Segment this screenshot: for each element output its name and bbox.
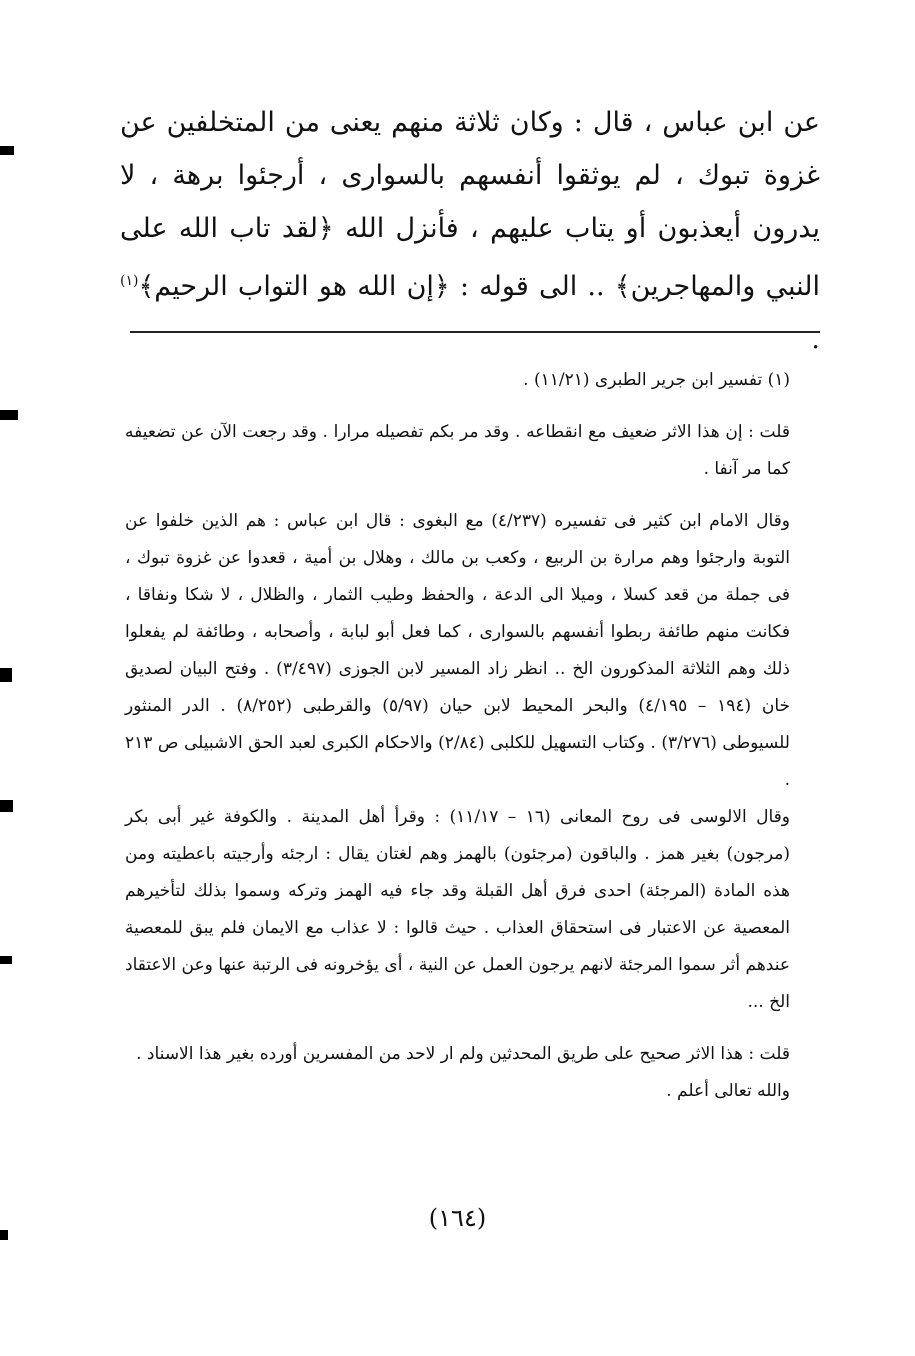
footnote-separator [130, 331, 820, 333]
main-paragraph-text: عن ابن عباس ، قال : وكان ثلاثة منهم يعنى من المتخلفين عن غزوة تبوك ، لم يوثقوا أنفسهم بالسوارى ، أرجئوا برهة ، لا يدرون أيعذبون أو يتاب عليهم ، فأنزل الله ﴿لقد تاب الله على النبي والمهاجرين﴾ .. الى قوله : ﴿إن الله هو التواب الرحيم﴾ [120, 107, 820, 302]
scan-edge-mark [0, 146, 14, 155]
footnote-conclusion: قلت : هذا الاثر صحيح على طريق المحدثين ولم ار لاحد من المفسرين أورده بغير هذا الاسناد . [136, 1044, 790, 1064]
footnote-marker: (١) [120, 273, 139, 289]
footnote-ibn-kathir: وقال الامام ابن كثير فى تفسيره (٤/٢٣٧) مع البغوى : قال ابن عباس : هم الذين خلفوا عن التوبة وارجئوا وهم مرارة بن الربيع ، وكعب بن مالك ، وهلال بن أمية ، قعدوا عن غزوة تبوك ، فى جملة من قعد كسلا ، وميلا الى الدعة ، والحفظ وطيب الثمار ، والظلال ، لا شكا ونفاقا ، فكانت منهم طائفة ربطوا أنفسهم بالسوارى ، كما فعل أبو لبابة ، وأصحابه ، وطائفة لم يفعلوا ذلك وهم الثلاثة المذكورون الخ .. انظر زاد المسير لابن الجوزى (٣/٤٩٧) . وفتح البيان لصديق خان (١٩٤ – ٤/١٩٥) والبحر المحيط لابن حيان (٥/٩٧) والقرطبى (٨/٢٥٢) . الدر المنثور للسيوطى (٣/٢٧٦) . وكتاب التسهيل للكلبى (٢/٨٤) والاحكام الكبرى لعبد الحق الاشبيلى ص ٢١٣ . [125, 511, 791, 790]
footnote-closing: والله تعالى أعلم . [666, 1081, 790, 1101]
scan-edge-mark [0, 410, 18, 420]
footnotes-section [125, 362, 790, 1110]
page-number: (١٦٤) [428, 1204, 487, 1232]
footnote-comment: قلت : إن هذا الاثر ضعيف مع انقطاعه . وقد مر بكم تفصيله مرارا . وقد رجعت الآن عن تضعيفه كما مر آنفا . [125, 422, 790, 479]
scan-edge-mark [0, 956, 12, 964]
scan-edge-mark [0, 800, 13, 812]
footnote-citation: (١) تفسير ابن جرير الطبرى (١١/٢١) . [523, 370, 790, 390]
footnote-alusi: وقال الالوسى فى روح المعانى (١٦ – ١١/١٧) : وقرأ أهل المدينة . والكوفة غير أبى بكر (مرجون) بغير همز . والباقون (مرجئون) بالهمز وهم لغتان يقال : ارجئه وأرجيته باعطيته ومن هذه المادة (المرجئة) احدى فرق أهل القبلة وقد جاء فيه الهمز وتركه وسموا بذلك لتأخيرهم المعصية عن الاعتبار فى استحقاق العذاب . حيث قالوا : لا عذاب مع الايمان فلم يبق للمعصية عندهم أثر سموا المرجئة لانهم يرجون العمل عن النية ، أى يؤخرونه فى الرتبة عنها وعن الاعتقاد الخ ... [125, 807, 791, 1012]
scan-edge-mark [0, 668, 12, 682]
main-paragraph-end: . [811, 324, 820, 355]
main-paragraph [120, 96, 820, 366]
